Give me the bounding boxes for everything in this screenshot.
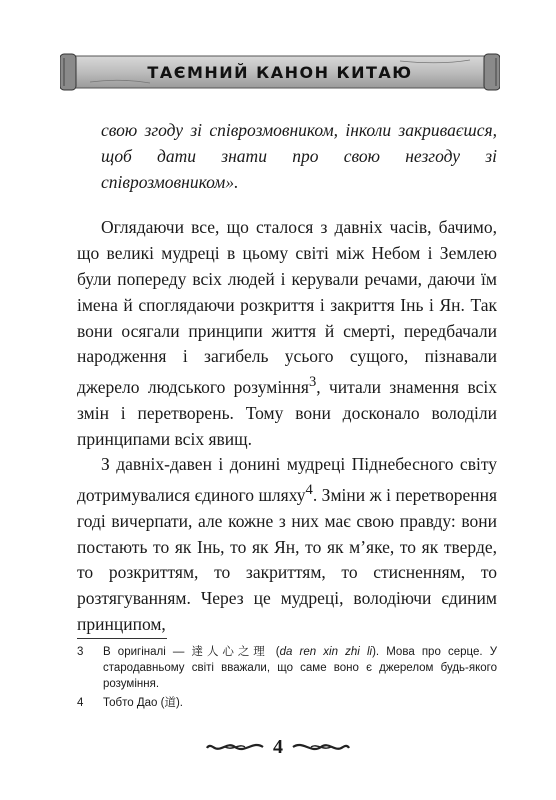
page-number: 4 (273, 735, 283, 758)
footnote-number: 3 (77, 646, 84, 658)
footnote-transliteration: da ren xin zhi li (279, 646, 373, 658)
main-text (77, 118, 497, 638)
paragraph-text: . Зміни ж і перетворення годі вичерпати, але кожне з них має свою правду: вони постають то як Інь, то як Ян, то як м’яке, то як тверде, то розкриттям, то закриттям, то стисненням, то розтягуванням. Через це мудреці, володіючи єдиним принципом, (77, 485, 497, 634)
footnote-3 (77, 644, 497, 692)
left-ornament-icon (205, 737, 265, 757)
footnote-ref: 4 (305, 482, 313, 499)
right-ornament-icon (291, 737, 351, 757)
paragraph-2 (77, 452, 497, 637)
footnote-suffix: ). Мова про серце. У стародавньому світі вважали, що саме воно є джерелом будь-якого розуміння. (103, 646, 497, 690)
book-title: ТАЄМНИЙ КАНОН КИТАЮ (147, 62, 413, 82)
running-header (60, 52, 500, 92)
footnote-number: 4 (77, 697, 84, 709)
paragraph-text: Оглядаючи все, що сталося з давніх часів, бачимо, що великі мудреці в цьому світі між Небом і Землею були попереду всіх людей і керували речами, даючи їм імена й споглядаючи розкриття і закриття Інь і Ян. Так вони осягали принципи життя й смерті, передбачали народження і загибель усього сущого, пізнавали джерело людського розуміння (77, 217, 497, 397)
paragraph-1 (77, 215, 497, 452)
footnotes (77, 638, 497, 711)
intro-paragraph: свою згоду зі співрозмовником, інколи закриваєшся, щоб дати знати про свою незгоду зі співрозмовником». (101, 120, 497, 192)
paragraph-text: , читали знамення всіх змін і перетворень. Тому вони досконало володіли принципами всіх явищ. (77, 377, 497, 449)
footnote-prefix: В оригіналі — 達人心之理 ( (103, 646, 280, 658)
paragraph-text: З давніх-давен і донині мудреці Піднебесного світу дотримувалися єдиного шляху (77, 454, 497, 506)
footnote-divider (77, 638, 167, 639)
footnote-text: Тобто Дао (道). (103, 697, 183, 709)
footnote-4 (77, 695, 497, 711)
footnote-text (103, 644, 497, 692)
footnote-ref: 3 (308, 374, 317, 391)
page-number-area (0, 733, 556, 761)
